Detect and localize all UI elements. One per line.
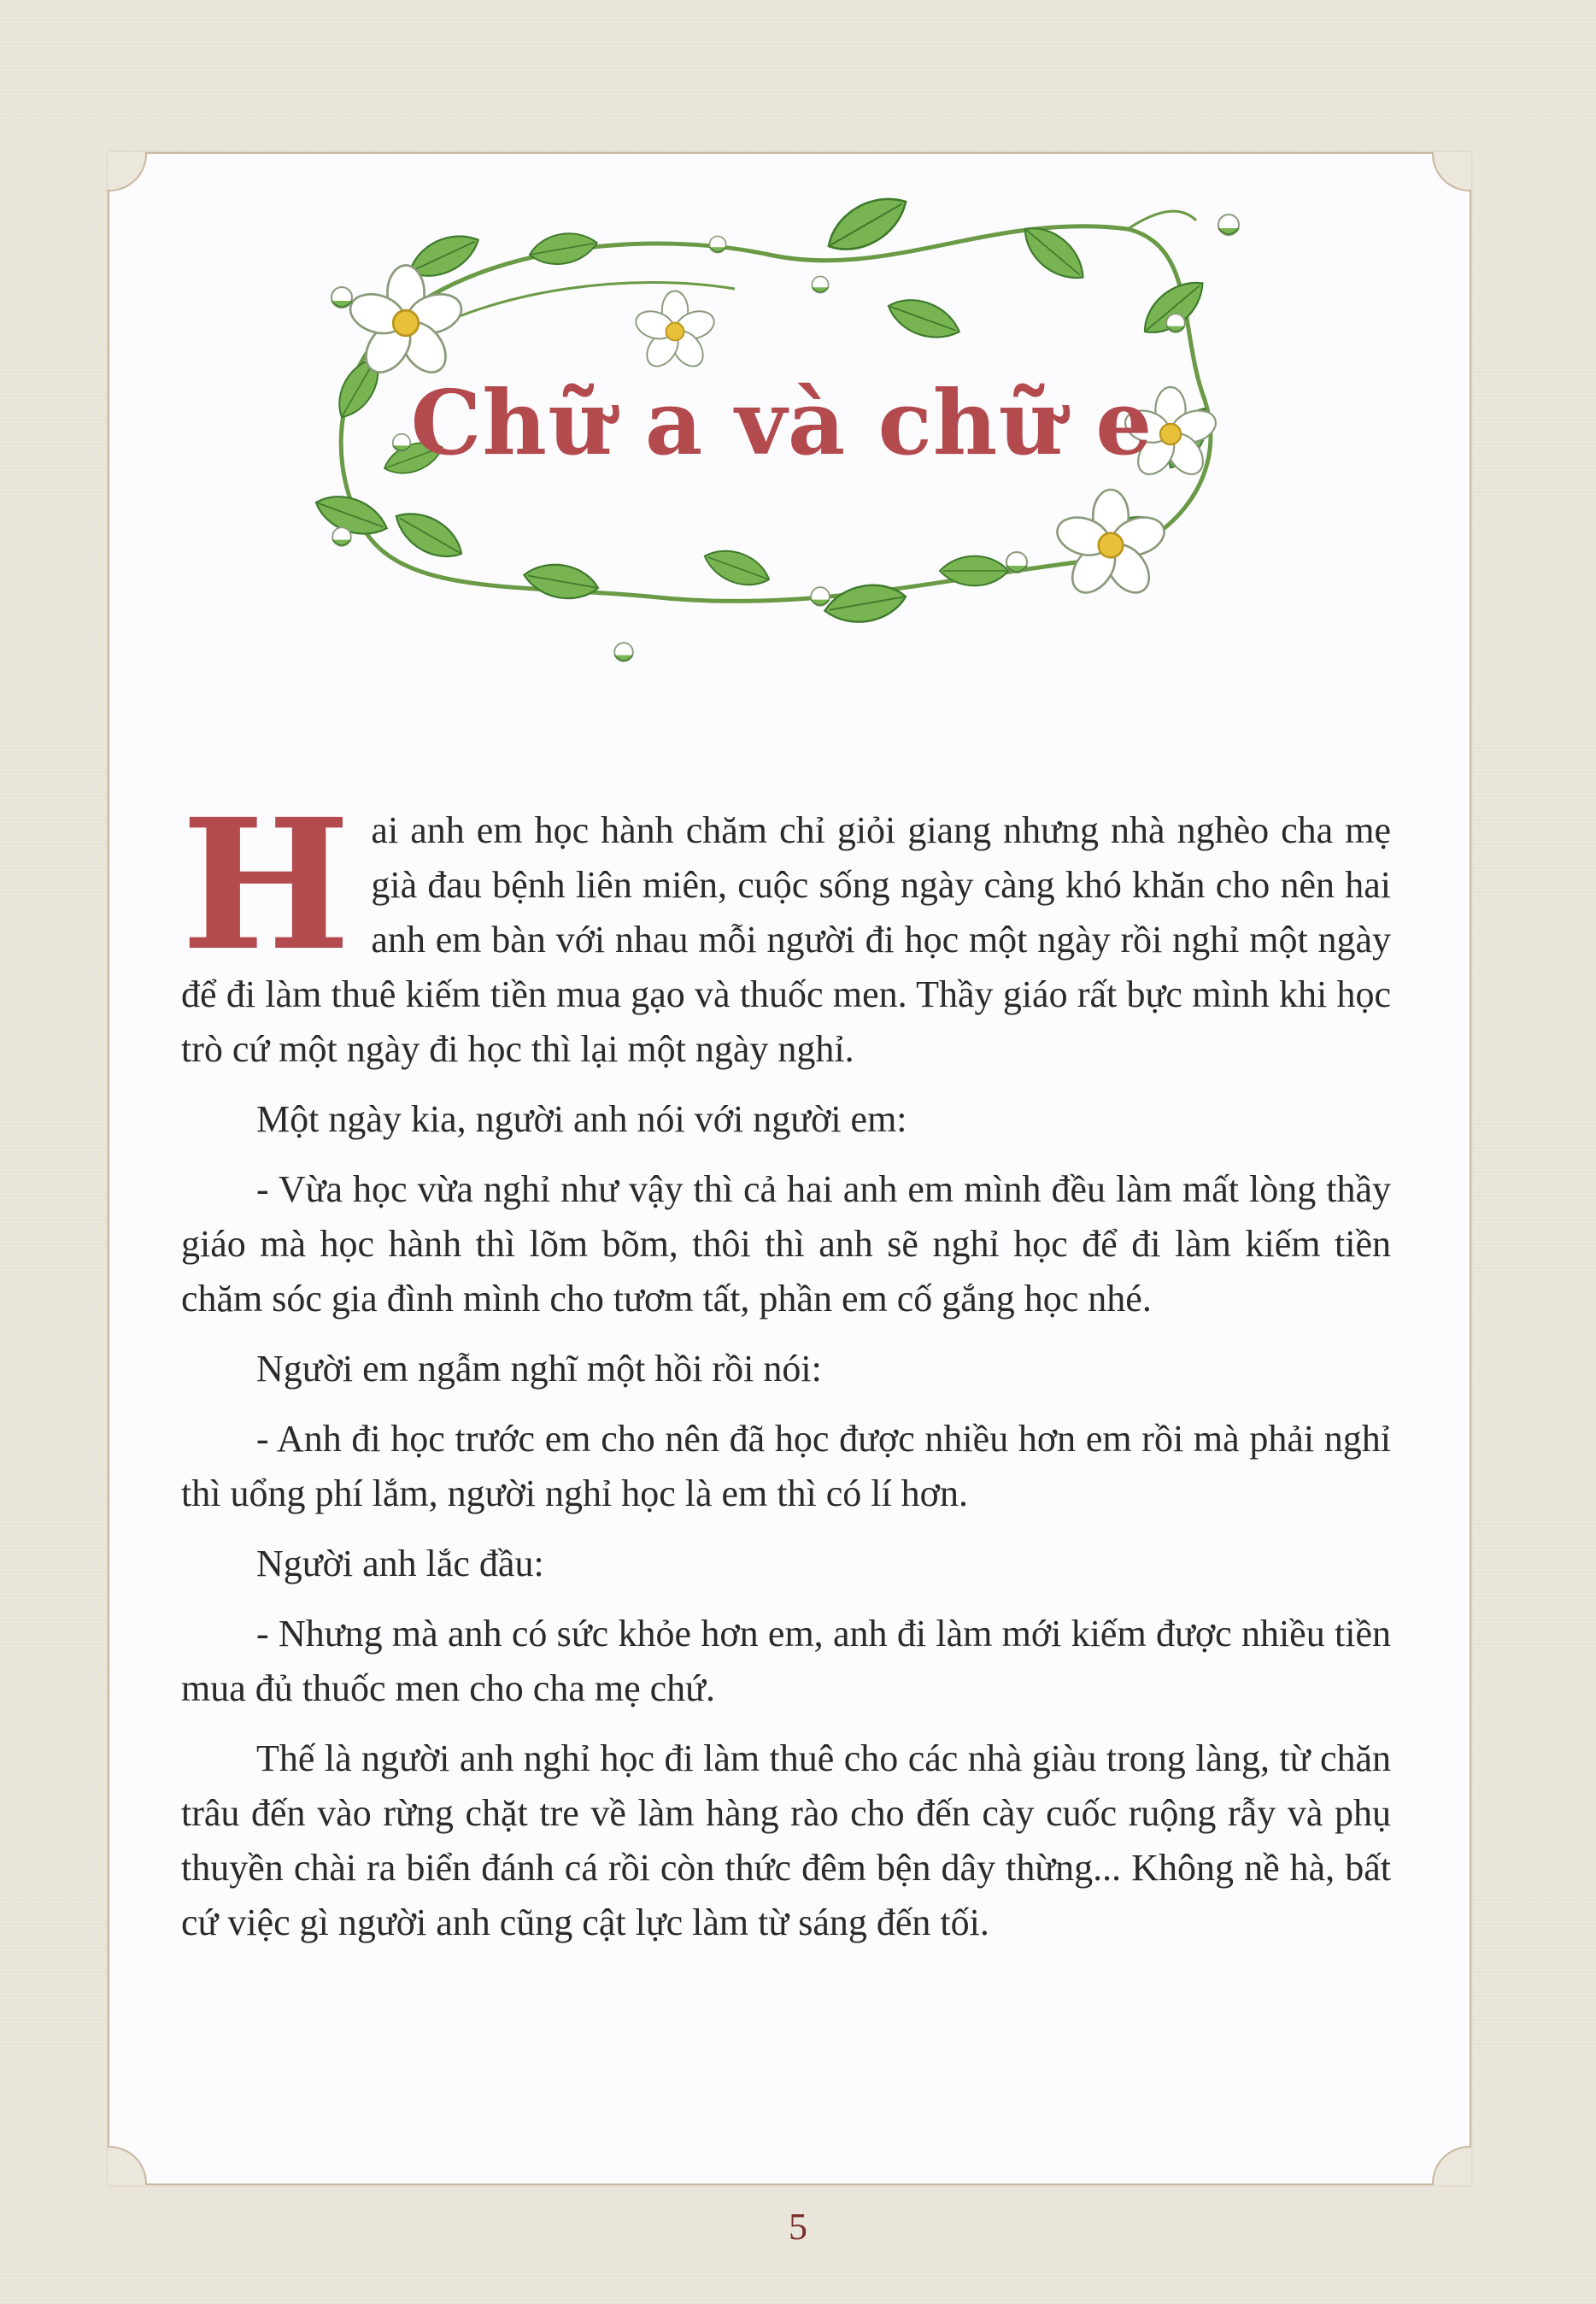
story-paragraph: - Anh đi học trước em cho nên đã học được nhiều hơn em rồi mà phải nghỉ thì uổng phí lắm, người nghỉ học là em thì có lí hơn. xyxy=(181,1418,1391,1514)
story-paragraph: - Nhưng mà anh có sức khỏe hơn em, anh đi làm mới kiếm được nhiều tiền mua đủ thuốc men cho cha mẹ chứ. xyxy=(181,1613,1391,1709)
story-paragraph: Người anh lắc đầu: xyxy=(256,1543,544,1584)
story-paragraph: Thế là người anh nghỉ học đi làm thuê cho các nhà giàu trong làng, từ chăn trâu đến vào rừng chặt tre về làm hàng rào cho đến cày cuốc ruộng rẫy và phụ thuyền chài ra biển đánh cá rồi còn thức đêm bện dây thừng... Không nề hà, bất cứ việc gì người anh cũng cật lực làm từ sáng đến tối. xyxy=(181,1737,1391,1943)
story-paragraph: - Vừa học vừa nghỉ như vậy thì cả hai anh em mình đều làm mất lòng thầy giáo mà học hành thì lõm bõm, thôi thì anh sẽ nghỉ học để đi làm kiếm tiền chăm sóc gia đình mình cho tươm tất, phần em cố gắng học nhé. xyxy=(181,1168,1391,1320)
card-corner xyxy=(108,2146,147,2185)
story-title: Chữ a và chữ e xyxy=(410,370,1153,475)
card-corner xyxy=(1432,2146,1471,2185)
story-paragraph xyxy=(181,779,1391,1077)
story-paragraph: Một ngày kia, người anh nói với người em: xyxy=(256,1098,907,1140)
page-number: 5 xyxy=(789,2206,807,2248)
drop-cap: H xyxy=(181,779,351,990)
card-corner xyxy=(1432,152,1471,191)
paragraph-text: ai anh em học hành chăm chỉ giỏi giang nhưng nhà nghèo cha mẹ già đau bệnh liên miên, cuộc sống ngày càng khó khăn cho nên hai anh em bàn với nhau mỗi người đi học một ngày rồi nghỉ một ngày để đi làm thuê kiếm tiền mua gạo và thuốc men. Thầy giáo rất bực mình khi học trò cứ một ngày đi học thì lại một ngày nghỉ. xyxy=(181,809,1391,1070)
card-corner xyxy=(108,152,147,191)
story-body xyxy=(181,779,1391,1966)
story-paragraph: Người em ngẫm nghĩ một hồi rồi nói: xyxy=(256,1348,822,1390)
